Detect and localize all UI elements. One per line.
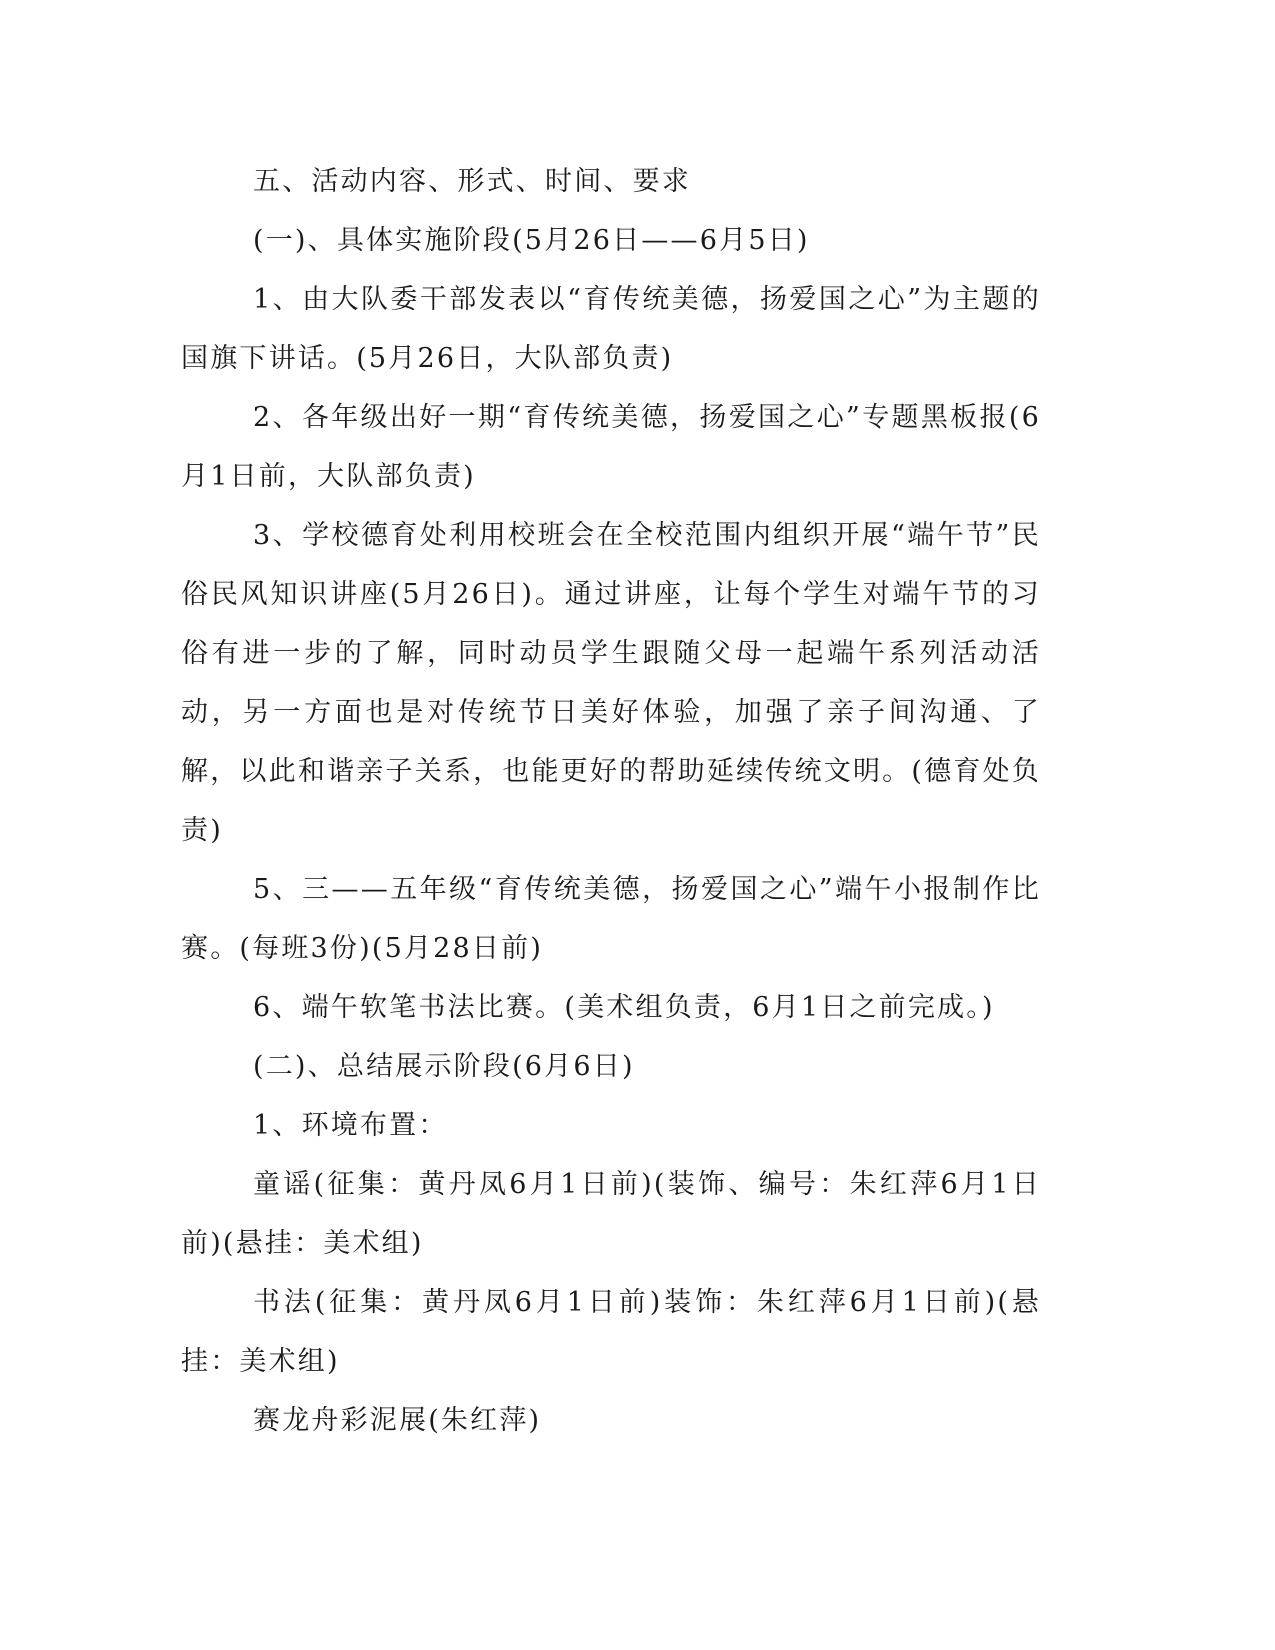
item-environment: 1、环境布置： — [253, 1110, 448, 1141]
item-newspaper-contest: 5、三——五年级“育传统美德，扬爱国之心”端午小报制作比赛。(每班3份)(5月28日前) — [181, 874, 1041, 964]
item-calligraphy: 书法(征集：黄丹凤6月1日前)装饰：朱红萍6月1日前)(悬挂：美术组) — [181, 1287, 1041, 1377]
item-clay-exhibit: 赛龙舟彩泥展(朱红萍) — [253, 1405, 542, 1436]
item-blackboard: 2、各年级出好一期“育传统美德，扬爱国之心”专题黑板报(6月1日前，大队部负责) — [181, 402, 1041, 492]
item-nursery-rhymes: 童谣(征集：黄丹凤6月1日前)(装饰、编号：朱红萍6月1日前)(悬挂：美术组) — [181, 1169, 1041, 1259]
section-heading-activities: 五、活动内容、形式、时间、要求 — [253, 166, 691, 197]
item-flag-speech: 1、由大队委干部发表以“育传统美德，扬爱国之心”为主题的国旗下讲话。(5月26日，大队部负责) — [181, 284, 1041, 374]
item-lecture: 3、学校德育处利用校班会在全校范围内组织开展“端午节”民俗民风知识讲座(5月26日)。通过讲座，让每个学生对端午节的习俗有进一步的了解，同时动员学生跟随父母一起端午系列活动活动，另一方面也是对传统节日美好体验，加强了亲子间沟通、了解，以此和谐亲子关系，也能更好的帮助延续传统文明。(德育处负责) — [181, 520, 1041, 846]
document-body — [181, 152, 1041, 1450]
item-calligraphy-contest: 6、端午软笔书法比赛。(美术组负责，6月1日之前完成。) — [253, 992, 995, 1023]
stage-heading-summary: (二)、总结展示阶段(6月6日) — [253, 1051, 635, 1082]
stage-heading-implementation: (一)、具体实施阶段(5月26日——6月5日) — [253, 225, 810, 256]
